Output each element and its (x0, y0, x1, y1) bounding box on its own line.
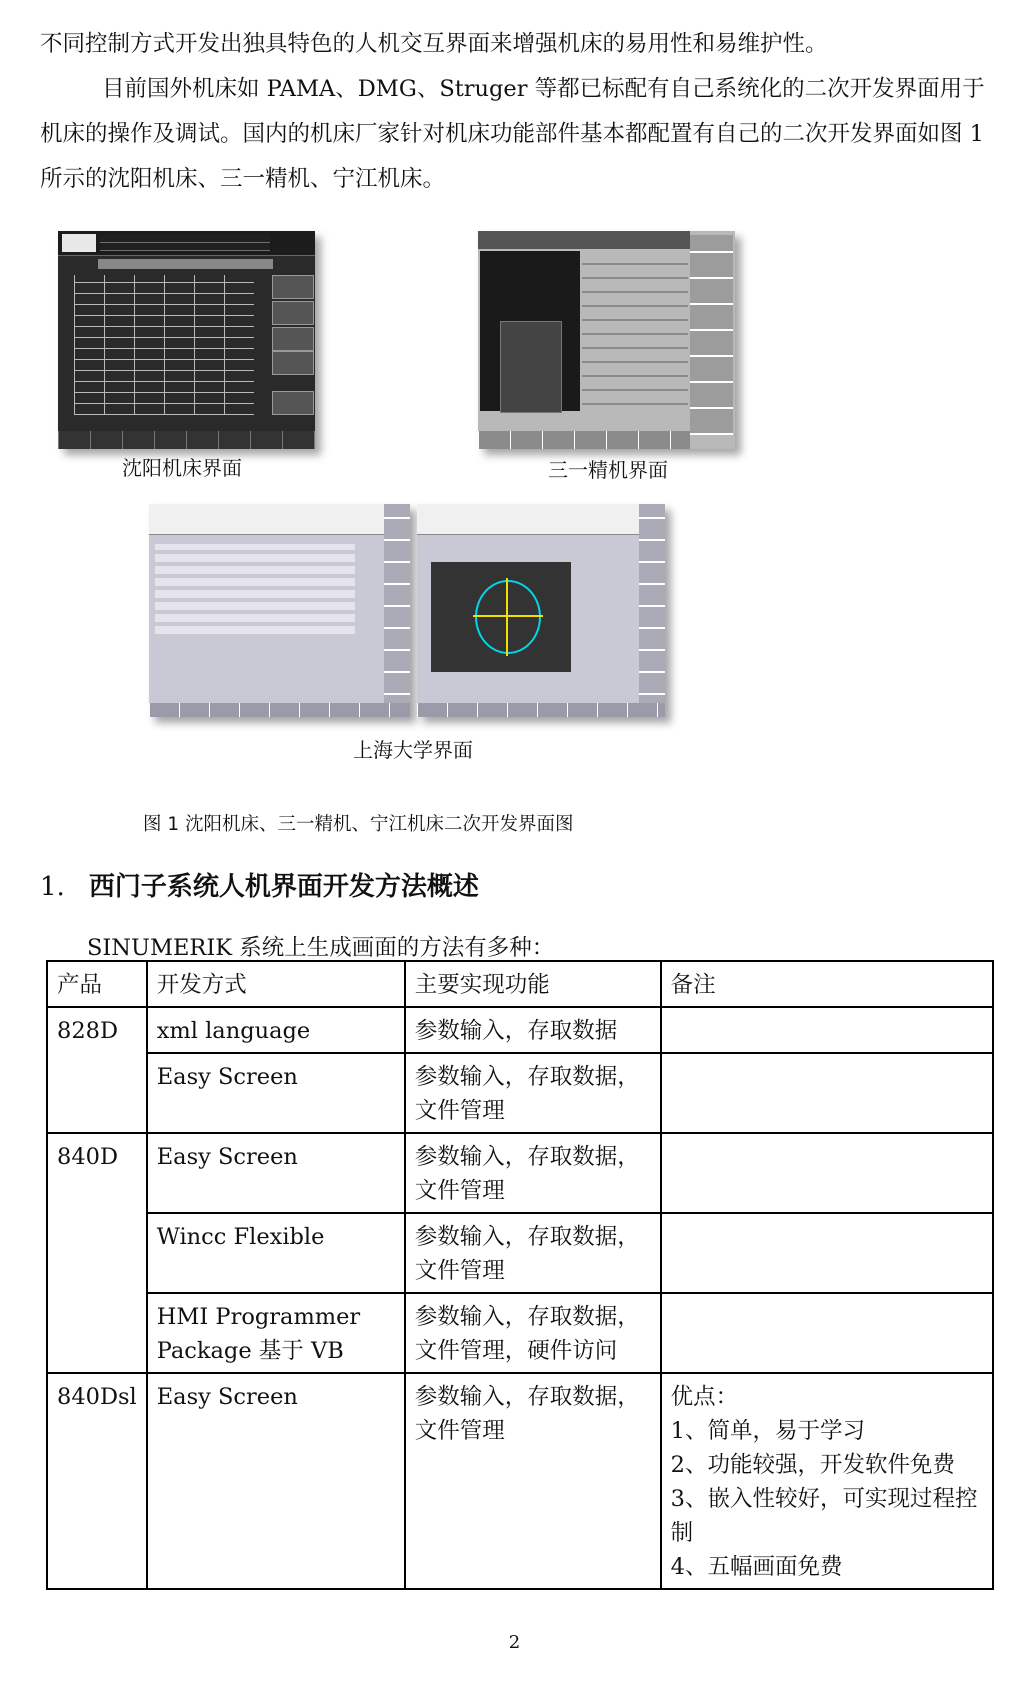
note-cell (661, 1373, 993, 1589)
section-title: 西门子系统人机界面开发方法概述 (88, 872, 479, 902)
shanghai-screenshot-1 (149, 504, 410, 717)
shanghai-screenshot-2 (417, 504, 665, 717)
function-cell: 参数输入，存取数据，文件管理 (405, 1213, 661, 1293)
smtcl-logo (62, 234, 96, 252)
header-product: 产品 (47, 961, 147, 1007)
method-cell: Easy Screen (147, 1133, 405, 1213)
paragraph-2 (40, 67, 990, 202)
note-line: 优点： (670, 1384, 739, 1410)
product-cell: 840Dsl (47, 1373, 147, 1589)
shenyang-caption: 沈阳机床界面 (122, 456, 242, 480)
table-row (47, 1373, 993, 1589)
product-cell: 828D (47, 1007, 147, 1133)
function-cell: 参数输入，存取数据，文件管理，硬件访问 (405, 1293, 661, 1373)
paragraph-1: 不同控制方式开发出独具特色的人机交互界面来增强机床的易用性和易维护性。 (40, 31, 828, 57)
note-line: 4、五幅画面免费 (670, 1554, 843, 1580)
table-row (47, 1007, 993, 1053)
table-row (47, 1293, 993, 1373)
note-cell (661, 1213, 993, 1293)
function-cell: 参数输入，存取数据，文件管理 (405, 1373, 661, 1589)
note-cell (661, 1133, 993, 1213)
header-note: 备注 (661, 961, 993, 1007)
section-number: 1. (40, 872, 65, 902)
product-cell: 840D (47, 1133, 147, 1373)
method-cell: Easy Screen (147, 1373, 405, 1589)
note-line: 1、简单，易于学习 (670, 1418, 865, 1444)
section-heading (40, 866, 479, 903)
table-row (47, 1053, 993, 1133)
page-number: 2 (508, 1632, 521, 1653)
note-line: 3、嵌入性较好，可实现过程控制 (670, 1486, 978, 1546)
table-row (47, 1133, 993, 1213)
comparison-table (46, 960, 994, 1590)
figure-caption: 图 1 沈阳机床、三一精机、宁江机床二次开发界面图 (143, 814, 574, 835)
note-cell (661, 1053, 993, 1133)
method-cell: Wincc Flexible (147, 1213, 405, 1293)
method-cell: xml language (147, 1007, 405, 1053)
sany-screenshot (478, 231, 735, 449)
function-cell: 参数输入，存取数据，文件管理 (405, 1053, 661, 1133)
table-row (47, 1213, 993, 1293)
function-cell: 参数输入，存取数据，文件管理 (405, 1133, 661, 1213)
function-cell: 参数输入，存取数据 (405, 1007, 661, 1053)
table-header-row (47, 961, 993, 1007)
sany-caption: 三一精机界面 (548, 458, 668, 482)
header-function: 主要实现功能 (405, 961, 661, 1007)
shenyang-screenshot (58, 231, 315, 449)
shanghai-caption: 上海大学界面 (353, 738, 473, 762)
note-cell (661, 1007, 993, 1053)
note-cell (661, 1293, 993, 1373)
method-cell: HMI Programmer Package 基于 VB (147, 1293, 405, 1373)
paragraph-2-text: 目前国外机床如 PAMA、DMG、Struger 等都已标配有自己系统化的二次开发界面用于机床的操作及调试。国内的机床厂家针对机床功能部件基本都配置有自己的二次开发界面如图 1 所示的沈阳机床、三一精机、宁江机床。 (40, 76, 985, 192)
note-line: 2、功能较强，开发软件免费 (670, 1452, 955, 1478)
method-cell: Easy Screen (147, 1053, 405, 1133)
section-intro: SINUMERIK 系统上生成画面的方法有多种： (87, 935, 555, 961)
header-method: 开发方式 (147, 961, 405, 1007)
